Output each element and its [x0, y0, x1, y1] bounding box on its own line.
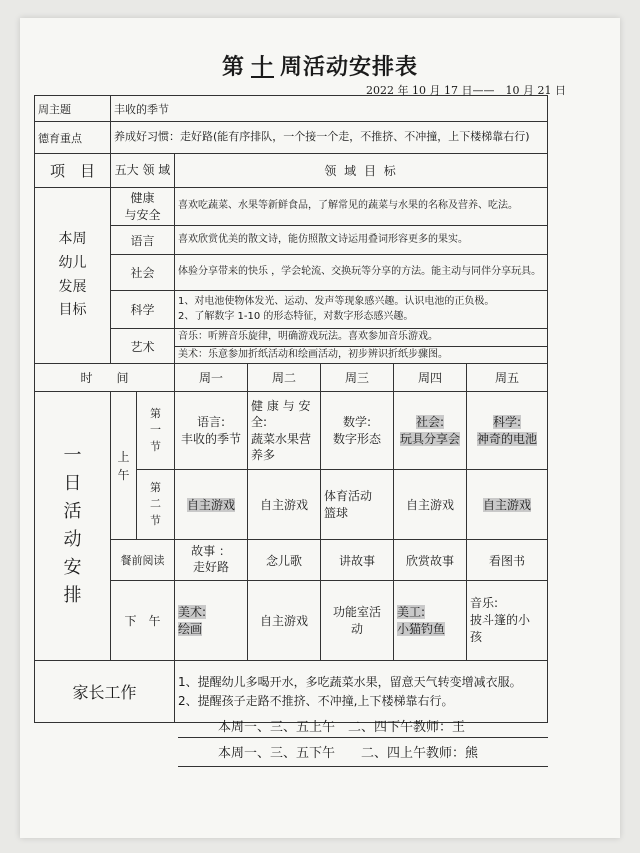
activity-cell: 语言: 丰收的季节	[175, 392, 248, 470]
activity-text: 自主游戏	[483, 498, 532, 512]
domain-name: 科学	[111, 291, 175, 329]
activity-cell: 自主游戏	[394, 470, 467, 540]
day-header: 周四	[394, 364, 467, 392]
activity-cell: 数学: 数字形态	[321, 392, 394, 470]
moral-row	[35, 122, 548, 154]
title-prefix: 第	[221, 55, 245, 80]
activity-cell: 功能室活 动	[321, 581, 394, 661]
moral-value: 养成好习惯：走好路(能有序排队，一个接一个走，不推挤、不冲撞，上下楼梯靠右行)	[111, 122, 548, 154]
activity-cell: 音乐: 披斗篷的小 孩	[467, 581, 548, 661]
time-header-row	[35, 364, 548, 392]
domain-goal-art: 美术：乐意参加折纸活动和绘画活动，初步辨识折纸步骤图。	[175, 346, 548, 364]
domain-name: 社会	[111, 255, 175, 291]
divider	[178, 737, 548, 738]
parent-work-label: 家长工作	[35, 661, 175, 723]
reading-cell: 念儿歌	[248, 540, 321, 581]
parent-work-item: 2、提醒孩子走路不推挤、不冲撞,上下楼梯靠右行。	[178, 693, 454, 708]
domain-name: 艺术	[111, 329, 175, 364]
activity-cell: 自主游戏	[248, 581, 321, 661]
teacher-line-1: 本周一、三、五上午 二、四下午教师：王	[218, 720, 466, 735]
theme-label: 周主题	[35, 96, 111, 122]
reading-cell: 欣赏故事	[394, 540, 467, 581]
activity-cell-highlighted	[467, 392, 548, 470]
teacher-line-2: 本周一、三、五下午 二、四上午教师：熊	[218, 746, 479, 761]
day-header: 周五	[467, 364, 548, 392]
header-item: 项 目	[35, 154, 111, 188]
header-five-domains: 五大 领 域	[111, 154, 175, 188]
parent-work-row	[35, 661, 548, 723]
activity-text: 美术: 绘画	[178, 604, 207, 636]
period2-label: 第 二 节	[137, 470, 175, 540]
domain-goal: 喜欢欣赏优美的散文诗，能仿照散文诗运用叠词形容更多的果实。	[175, 226, 548, 255]
theme-value: 丰收的季节	[111, 96, 548, 122]
period1-row	[35, 392, 548, 470]
parent-work-content	[175, 661, 548, 723]
activity-text: 科学: 神奇的电池	[477, 414, 538, 446]
reading-cell: 讲故事	[321, 540, 394, 581]
goals-label: 本周 幼儿 发展 目标	[35, 188, 111, 364]
date-range: 2022 年 10 月 17 日—— 10 月 21 日	[366, 84, 566, 97]
reading-label: 餐前阅读	[111, 540, 175, 581]
domain-row	[35, 291, 548, 329]
domain-row	[35, 188, 548, 226]
activity-cell: 自主游戏	[248, 470, 321, 540]
domain-row	[35, 329, 548, 347]
goals-header-row	[35, 154, 548, 188]
day-header: 周三	[321, 364, 394, 392]
reading-cell: 看图书	[467, 540, 548, 581]
parent-work-item: 1、提醒幼儿多喝开水，多吃蔬菜水果，留意天气转变增减衣服。	[178, 674, 522, 689]
reading-cell: 故事 ： 走好路	[175, 540, 248, 581]
theme-row	[35, 96, 548, 122]
domain-goal-music: 音乐：听辨音乐旋律，明确游戏玩法。喜欢参加音乐游戏。	[175, 329, 548, 347]
period1-label: 第 一 节	[137, 392, 175, 470]
domain-goal: 喜欢吃蔬菜、水果等新鲜食品，了解常见的蔬菜与水果的名称及营养、吃法。	[175, 188, 548, 226]
activity-cell-highlighted	[467, 470, 548, 540]
title-week-number: 十	[250, 55, 274, 80]
divider	[178, 766, 548, 767]
activity-text: 社会: 玩具分享会	[399, 414, 460, 446]
domain-goal: 体验分享带来的快乐 ，学会轮流、交换玩等分享的方法。能主动与同伴分享玩具。	[175, 255, 548, 291]
activity-cell: 体育活动 篮球	[321, 470, 394, 540]
domain-row	[35, 255, 548, 291]
domain-row	[35, 226, 548, 255]
morning-label: 上 午	[111, 392, 137, 540]
header-domain-goals: 领 域 目 标	[175, 154, 548, 188]
activity-text: 美工: 小猫钓鱼	[397, 604, 446, 636]
page-title	[0, 50, 640, 81]
daily-label: 一 日 活 动 安 排	[35, 392, 111, 661]
activity-cell-highlighted	[175, 581, 248, 661]
time-label: 时 间	[35, 364, 175, 392]
title-suffix: 周活动安排表	[280, 55, 419, 80]
afternoon-label: 下 午	[111, 581, 175, 661]
schedule-table	[34, 95, 548, 723]
activity-text: 自主游戏	[186, 498, 235, 512]
domain-goal: 1、对电池使物体发光、运动、发声等现象感兴趣。认识电池的正负极。 2、了解数字 1-10 的形态特征，对数字形态感兴趣。	[175, 291, 548, 329]
moral-label: 德育重点	[35, 122, 111, 154]
afternoon-row	[35, 581, 548, 661]
domain-name: 健康 与安全	[111, 188, 175, 226]
activity-cell-highlighted	[175, 470, 248, 540]
activity-cell-highlighted	[394, 392, 467, 470]
activity-cell-highlighted	[394, 581, 467, 661]
day-header: 周二	[248, 364, 321, 392]
activity-cell: 健 康 与 安 全: 蔬菜水果营 养多	[248, 392, 321, 470]
domain-name: 语言	[111, 226, 175, 255]
reading-row	[35, 540, 548, 581]
day-header: 周一	[175, 364, 248, 392]
